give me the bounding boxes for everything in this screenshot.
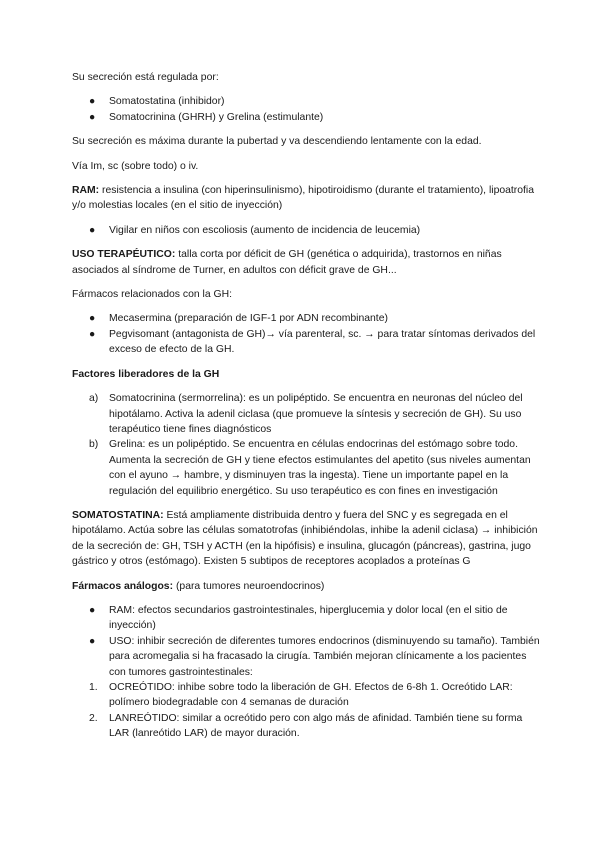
route-paragraph: Vía Im, sc (sobre todo) o iv. [72,160,199,172]
bullet-icon: ● [89,313,96,325]
uso-paragraph: USO TERAPÉUTICO: talla corta por déficit de GH (genética o adquirida), trastornos en niñas asociados al síndrome de Turner, en adultos con déficit grave de GH... [72,249,502,276]
analogos-paragraph: Fármacos análogos: (para tumores neuroendocrinos) [72,580,325,592]
regulation-list [72,94,540,125]
list-item: ● Mecasermina (preparación de IGF-1 por ADN recombinante) [72,311,540,326]
bullet-icon: ● [89,635,96,647]
intro-paragraph: Su secreción está regulada por: [72,72,219,83]
list-item: a) Somatocrinina (sermorrelina): es un polipéptido. Se encuentra en neuronas del núcleo del hipotálamo. Activa la adenil ciclasa (que promueve la síntesis y secreción de GH). Su uso terapéutico tiene fines diagnósticos [89,393,523,435]
list-item: 2. LANREÓTIDO: similar a ocreótido pero con algo más de afinidad. También tiene su forma LAR (lanreótido LAR) de mayor duración. [89,712,523,740]
analogos-list [72,603,540,680]
ram-label: RAM: [72,185,100,197]
list-item: ● RAM: efectos secundarios gastrointestinales, hiperglucemia y dolor local (en el sitio de inyección) [89,604,508,632]
factores-list [72,391,540,499]
list-item: ● USO: inhibir secreción de diferentes tumores endocrinos (disminuyendo su tamaño). También para acromegalia si ha fracasado la cirugía. También mejoran clínicamente a los pacientes con tumores gastrointestinales: [89,635,540,678]
bullet-icon: ● [89,96,96,108]
somatostatina-paragraph: SOMATOSTATINA: Está ampliamente distribuida dentro y fuera del SNC y es segregada en el hipotálamo. Actúa sobre las células somatotrofas (inhibiéndolas, inhibe la adenil ciclasa) → inhibición de la secreción de: GH, TSH y ACTH (en la hipófisis) e insulina, glucagón (páncreas), gastrina, jugo gástrico y otros (estómago). Existen 5 subtipos de receptores acoplados a proteínas G [72,509,538,568]
ram-list [72,223,540,238]
ram-paragraph: RAM: resistencia a insulina (con hiperinsulinismo), hipotiroidismo (durante el tratamiento), lipoatrofia y/o molestias locales (en el sitio de inyección) [72,185,535,212]
related-intro: Fármacos relacionados con la GH: [72,289,232,301]
list-item: ● Pegvisomant (antagonista de GH)→ vía parenteral, sc. → para tratar síntomas derivados del exceso de efecto de la GH. [89,328,536,356]
secretion-paragraph: Su secreción es máxima durante la pubertad y va descendiendo lentamente con la edad. [72,136,482,148]
bullet-icon: ● [89,604,96,616]
list-item: ● Vigilar en niños con escoliosis (aumento de incidencia de leucemia) [72,223,540,238]
list-item: ● Somatostatina (inhibidor) [72,94,540,109]
related-list [72,311,540,357]
uso-label: USO TERAPÉUTICO: [72,249,176,261]
factores-heading: Factores liberadores de la GH [72,368,220,380]
somatostatina-label: SOMATOSTATINA: [72,509,164,521]
list-item: ● Somatocrinina (GHRH) y Grelina (estimulante) [72,110,540,125]
list-item: b) Grelina: es un polipéptido. Se encuentra en células endocrinas del estómago sobre todo. Aumenta la secreción de GH y tiene efectos estimulantes del apetito (sus niveles aumentan con el ayuno → hambre, y disminuyen tras la ingesta). Tiene un importante papel en la regulación del equilibrio energético. Su uso terapéutico es con fines en investigación [89,439,531,497]
bullet-icon: ● [89,328,96,340]
analogos-label: Fármacos análogos: [72,580,174,592]
list-item: 1. OCREÓTIDO: inhibe sobre todo la liberación de GH. Efectos de 6-8h 1. Ocreótido LAR: polímero biodegradable con 4 semanas de duración [89,682,513,709]
analogos-numbered-list [72,680,540,742]
bullet-icon: ● [89,111,96,123]
bullet-icon: ● [89,224,96,236]
